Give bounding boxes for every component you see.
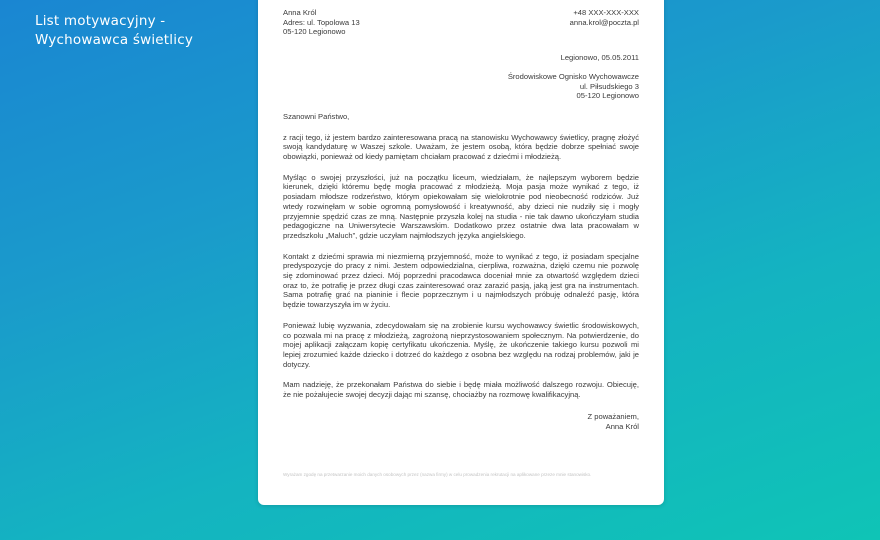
letter-date: Legionowo, 05.05.2011 <box>560 53 639 63</box>
letter-paragraph-4: Ponieważ lubię wyzwania, zdecydowałam się na zrobienie kursu wychowawcy świetlic środowiskowych, co pozwala mi na pracę z młodzieżą, zagrożoną nieprzystosowaniem społecznym. Na potwierdzenie, do mojej aplikacji załączam kopię certyfikatu ukończenia. Myślę, że ukończenie takiego kursu pozwoli mi lepiej zrozumieć każde dziecko i dotrzeć do każdego z osobna bez względu na rodzaj problemów, jaki je dotyczy. <box>283 320 639 369</box>
sender-address-line-2: 05-120 Legionowo <box>283 27 346 37</box>
closing-signature: Anna Król <box>605 421 639 431</box>
sender-name: Anna Król <box>283 8 317 17</box>
page-title-line-1: List motywacyjny - <box>35 13 166 29</box>
recipient-line-2: ul. Piłsudskiego 3 <box>579 81 639 91</box>
sender-email: anna.krol@poczta.pl <box>569 17 639 27</box>
sender-phone: +48 XXX-XXX-XXX <box>573 8 639 17</box>
recipient-line-1: Środowiskowe Ognisko Wychowawcze <box>507 71 639 81</box>
letter-body <box>283 8 639 431</box>
closing-regards: Z poważaniem, <box>587 411 639 421</box>
sender-contact-block <box>570 8 639 27</box>
letter-paragraph-1: z racji tego, iż jestem bardzo zainteresowana pracą na stanowisku Wychowawcy świetlicy, pragnę złożyć swoją kandydaturę w Waszej szkole. Uważam, że jestem osobą, która będzie dobrze spełniać swoje obowiązki, ponieważ od kiedy pamiętam chciałam pracować z dziećmi i młodzieżą. <box>283 132 639 162</box>
letter-paragraph-5: Mam nadzieję, że przekonałam Państwa do siebie i będę miała możliwość dalszego rozwoju. Obiecuję, że nie pożałujecie swojej decyzji dając mi szansę, chociażby na rozmowę kwalifikacyjną. <box>283 380 639 400</box>
page-title-line-2: Wychowawca świetlicy <box>35 32 194 48</box>
sender-address-line-1: Adres: ul. Topolowa 13 <box>283 17 360 27</box>
letter-header <box>283 8 639 37</box>
closing-block <box>283 412 639 431</box>
salutation: Szanowni Państwo, <box>283 111 350 121</box>
recipient-block <box>283 72 639 101</box>
sender-block <box>283 8 360 37</box>
gdpr-disclaimer: Wyrażam zgodę na przetwarzanie moich danych osobowych przez (nazwa firmy) w celu prowadzenia rekrutacji na aplikowane przeze mnie stanowisko. <box>283 472 592 477</box>
letter-paragraph-2: Myśląc o swojej przyszłości, już na początku liceum, wiedziałam, że najlepszym wyborem będzie kierunek, dzięki któremu będę mogła pracować z młodzieżą. Moja pasja może wynikać z tego, iż posiadam młodsze rodzeństwo, którym opiekowałam się wielokrotnie pod nieobecność rodziców. Już wtedy rozwinęłam w sobie ogromną pomysłowość i kreatywność, aby dzieci nie nudziły się i mogły przyjemnie spędzić czas ze mną. Następnie przyszła kolej na studia - nie tak dawno ukończyłam studia pedagogiczne na Uniwersytecie Warszawskim. Dodatkowo przez ostatnie dwa lata pracowałam w przedszkolu „Maluch”, gdzie uczyłam najmłodszych języka angielskiego. <box>283 172 639 240</box>
letter-sheet <box>258 0 664 505</box>
recipient-line-3: 05-120 Legionowo <box>576 91 639 101</box>
page-title <box>35 12 235 50</box>
letter-paragraph-3: Kontakt z dziećmi sprawia mi niezmierną przyjemność, może to wynikać z tego, iż posiadam specjalne predyspozycje do pracy z nimi. Jestem odpowiedzialna, cierpliwa, rozważna, dzięki czemu nie pozwolę się zdominować przez dzieci. Mój poprzedni pracodawca doceniał mnie za otwartość względem dzieci oraz to, że potrafię je przez długi czas zainteresować oraz zarazić pasją, jaką jest gra na instrumentach. Sama potrafię grać na pianinie i flecie poprzecznym i u najmłodszych próbuję odnaleźć pasję, która będzie towarzyszyła im w życiu. <box>283 251 639 310</box>
